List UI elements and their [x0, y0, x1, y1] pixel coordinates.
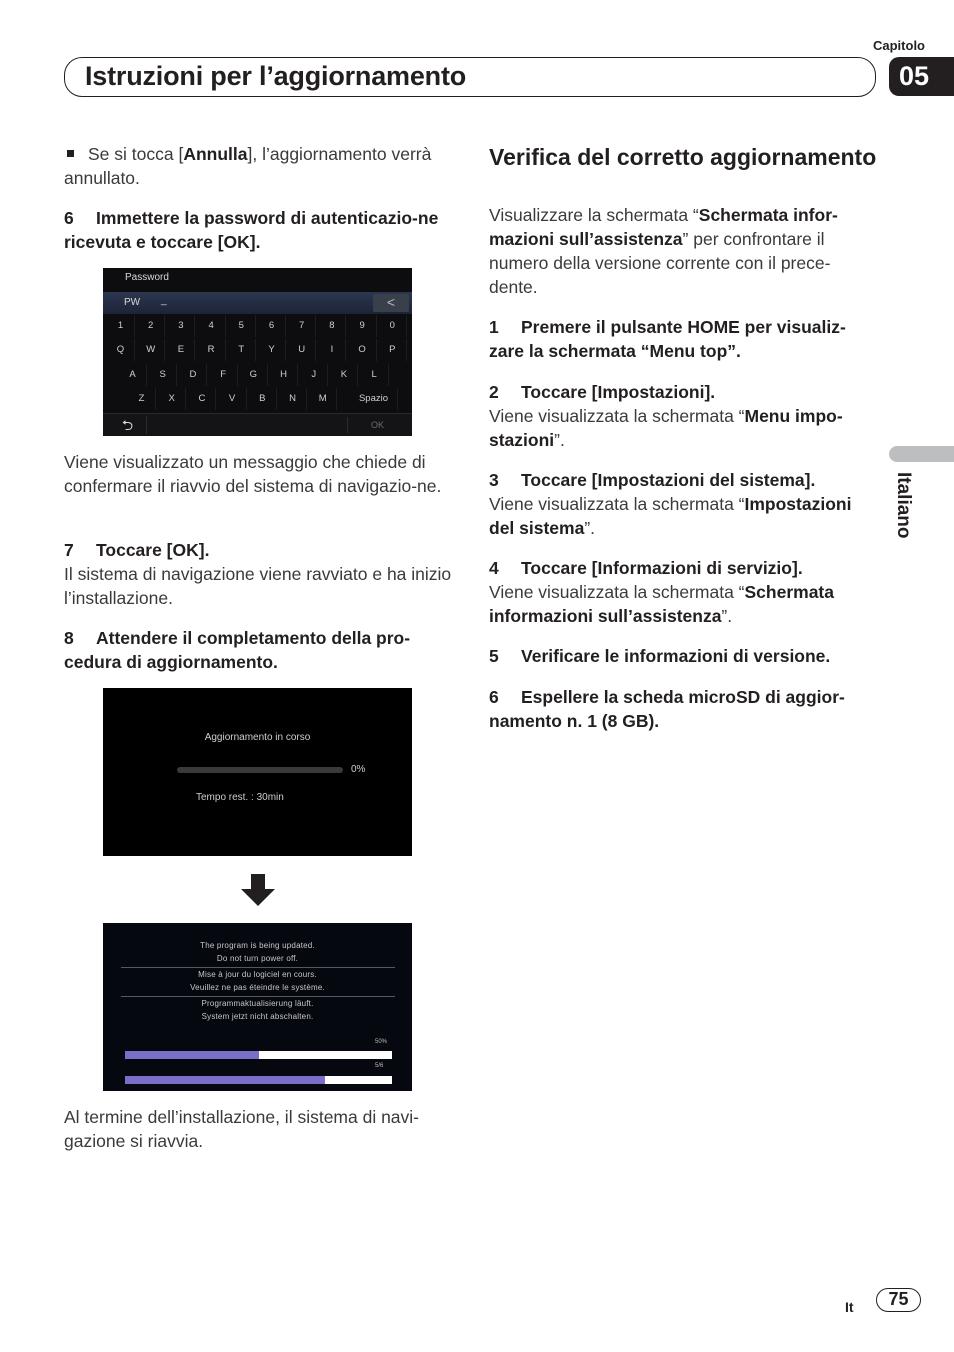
progress-fill-1 — [125, 1051, 259, 1059]
key-k: K — [330, 364, 358, 386]
divider — [121, 996, 395, 997]
desc-text-end: ”. — [554, 430, 565, 450]
bar-2-label: 5/6 — [375, 1063, 384, 1069]
key-l: L — [361, 364, 389, 386]
key-spazio: Spazio — [350, 388, 398, 410]
key-s: S — [149, 364, 177, 386]
key-g: G — [240, 364, 268, 386]
key-6: 6 — [258, 315, 286, 337]
password-field-label: PW — [124, 297, 141, 308]
key-c: C — [188, 388, 216, 410]
key-b: B — [249, 388, 277, 410]
verify-step-3-text: Toccare [Impostazioni del sistema]. — [521, 470, 816, 490]
verify-step-6-text: Espellere la scheda microSD di aggior-namento n. 1 (8 GB). — [489, 687, 845, 731]
key-r: R — [198, 339, 226, 361]
cancel-note-bold: Annulla — [183, 144, 248, 164]
step-7-description: Il sistema di navigazione viene ravviato e ha inizio l’installazione. — [64, 564, 452, 608]
message-de-1: Programmaktualisierung läuft. — [201, 999, 314, 1008]
page-title-bar — [64, 57, 876, 97]
message-de-2: System jetzt nicht abschalten. — [201, 1012, 314, 1021]
key-9: 9 — [349, 315, 377, 337]
key-4: 4 — [198, 315, 226, 337]
keyboard-row-qwerty — [103, 339, 412, 361]
progress-title: Aggiornamento in corso — [204, 732, 311, 743]
step-7 — [64, 538, 454, 562]
key-a: A — [119, 364, 147, 386]
progress-bar — [177, 767, 343, 773]
keyboard-title: Password — [125, 272, 169, 283]
verify-step-1-text: Premere il pulsante HOME per visualiz-zare la schermata “Menu top”. — [489, 317, 846, 361]
verify-step-2-text: Toccare [Impostazioni]. — [521, 382, 716, 402]
verify-step-2 — [489, 380, 879, 404]
verify-step-2-number: 2 — [489, 382, 499, 402]
key-y: Y — [258, 339, 286, 361]
password-input — [103, 292, 412, 314]
bar-1-label: 50% — [375, 1039, 388, 1045]
intro-bold: Schermata infor-mazioni sull’assistenza — [489, 205, 838, 249]
key-e: E — [167, 339, 195, 361]
desc-bold: Impostazioni del sistema — [489, 494, 852, 538]
verify-step-4-text: Toccare [Informazioni di servizio]. — [521, 558, 803, 578]
cancel-note-text: Se si tocca [ — [88, 144, 184, 164]
bullet-square-icon — [67, 150, 74, 157]
step-8 — [64, 626, 454, 674]
verify-step-3-number: 3 — [489, 470, 499, 490]
update-progress-screenshot — [103, 688, 412, 856]
desc-bold: Menu impo-stazioni — [489, 406, 843, 450]
keyboard-row-numbers — [103, 315, 412, 337]
key-m: M — [309, 388, 337, 410]
desc-text-end: ”. — [721, 606, 733, 626]
intro-text: Visualizzare la schermata “ — [489, 205, 699, 225]
step-8-number: 8 — [64, 628, 74, 648]
key-1: 1 — [107, 315, 135, 337]
ok-key: OK — [347, 417, 407, 433]
backspace-icon: < — [373, 294, 409, 312]
key-d: D — [179, 364, 207, 386]
step-6-text: Immettere la password di autenticazio-ne ricevuta e toccare [OK]. — [64, 208, 439, 252]
desc-text-end: ”. — [584, 518, 596, 538]
language-label: Italiano — [893, 472, 914, 539]
verify-step-1-number: 1 — [489, 317, 499, 337]
key-o: O — [349, 339, 377, 361]
password-keyboard-screenshot — [103, 268, 412, 436]
key-7: 7 — [288, 315, 316, 337]
progress-track-2 — [125, 1076, 392, 1084]
desc-text: Viene visualizzata la schermata “ — [489, 494, 745, 514]
key-t: T — [228, 339, 256, 361]
step-7-text: Toccare [OK]. — [96, 540, 210, 560]
verify-step-5 — [489, 644, 879, 668]
desc-text: Viene visualizzata la schermata “ — [489, 582, 745, 602]
desc-bold: Schermata informazioni sull’assistenza — [489, 582, 834, 626]
progress-percent: 0% — [351, 764, 366, 775]
key-w: W — [137, 339, 165, 361]
message-en-2: Do not turn power off. — [216, 954, 299, 963]
divider — [121, 967, 395, 968]
verify-step-4-description — [489, 580, 879, 628]
key-x: X — [158, 388, 186, 410]
restart-confirm-text: Viene visualizzato un messaggio che chiede di confermare il riavvio del sistema di navigazio-ne. — [64, 452, 442, 496]
step-7-number: 7 — [64, 540, 74, 560]
keyboard-bottom-bar — [103, 413, 412, 436]
verify-step-1 — [489, 315, 879, 363]
step-6 — [64, 206, 454, 254]
input-cursor: _ — [161, 295, 167, 306]
back-icon: ⮌ — [109, 416, 147, 434]
message-en-1: The program is being updated. — [200, 941, 315, 950]
remaining-time: Tempo rest. : 30min — [196, 792, 284, 803]
key-i: I — [318, 339, 346, 361]
arrow-down-icon — [241, 874, 275, 906]
desc-text: Viene visualizzata la schermata “ — [489, 406, 745, 426]
keyboard-row-asdf — [103, 364, 412, 386]
key-h: H — [270, 364, 298, 386]
final-note: Al termine dell’installazione, il sistema di navi-gazione si riavvia. — [64, 1107, 420, 1151]
chapter-number: 05 — [889, 57, 954, 96]
key-5: 5 — [228, 315, 256, 337]
key-2: 2 — [137, 315, 165, 337]
key-8: 8 — [318, 315, 346, 337]
key-j: J — [300, 364, 328, 386]
key-v: V — [219, 388, 247, 410]
message-fr-2: Veuillez ne pas éteindre le système. — [190, 983, 325, 992]
chapter-caption: Capitolo — [873, 38, 925, 53]
language-tab — [894, 472, 934, 562]
verify-step-4-number: 4 — [489, 558, 499, 578]
verify-step-3 — [489, 468, 879, 492]
progress-track-1 — [125, 1051, 392, 1059]
page-title: Istruzioni per l’aggiornamento — [85, 61, 467, 91]
section-heading: Verifica del corretto aggiornamento — [489, 144, 877, 170]
key-z: Z — [128, 388, 156, 410]
step-8-text: Attendere il completamento della pro-cedura di aggiornamento. — [64, 628, 411, 672]
verify-step-2-description — [489, 404, 879, 452]
language-tab-marker — [889, 446, 954, 462]
verify-step-6-number: 6 — [489, 687, 499, 707]
page-number: 75 — [876, 1288, 921, 1312]
intro-text-end: ” per confrontare il numero della versione corrente con il prece-dente. — [489, 229, 831, 297]
progress-fill-2 — [125, 1076, 325, 1084]
footer-language: It — [845, 1299, 854, 1315]
cancel-note-text-end: ], l’aggiornamento verrà annullato. — [64, 144, 432, 188]
verify-step-6 — [489, 685, 879, 733]
key-3: 3 — [167, 315, 195, 337]
verify-step-4 — [489, 556, 879, 580]
key-p: P — [379, 339, 407, 361]
key-0: 0 — [379, 315, 407, 337]
key-u: U — [288, 339, 316, 361]
key-f: F — [210, 364, 238, 386]
verify-step-5-number: 5 — [489, 646, 499, 666]
multilingual-update-screenshot — [103, 923, 412, 1091]
keyboard-row-zxcv — [103, 388, 412, 410]
verify-step-3-description — [489, 492, 879, 540]
key-n: N — [279, 388, 307, 410]
section-intro — [489, 203, 879, 299]
message-fr-1: Mise à jour du logiciel en cours. — [198, 970, 317, 979]
cancel-note — [64, 142, 454, 190]
verify-step-5-text: Verificare le informazioni di versione. — [521, 646, 831, 666]
key-q: Q — [107, 339, 135, 361]
step-6-number: 6 — [64, 208, 74, 228]
